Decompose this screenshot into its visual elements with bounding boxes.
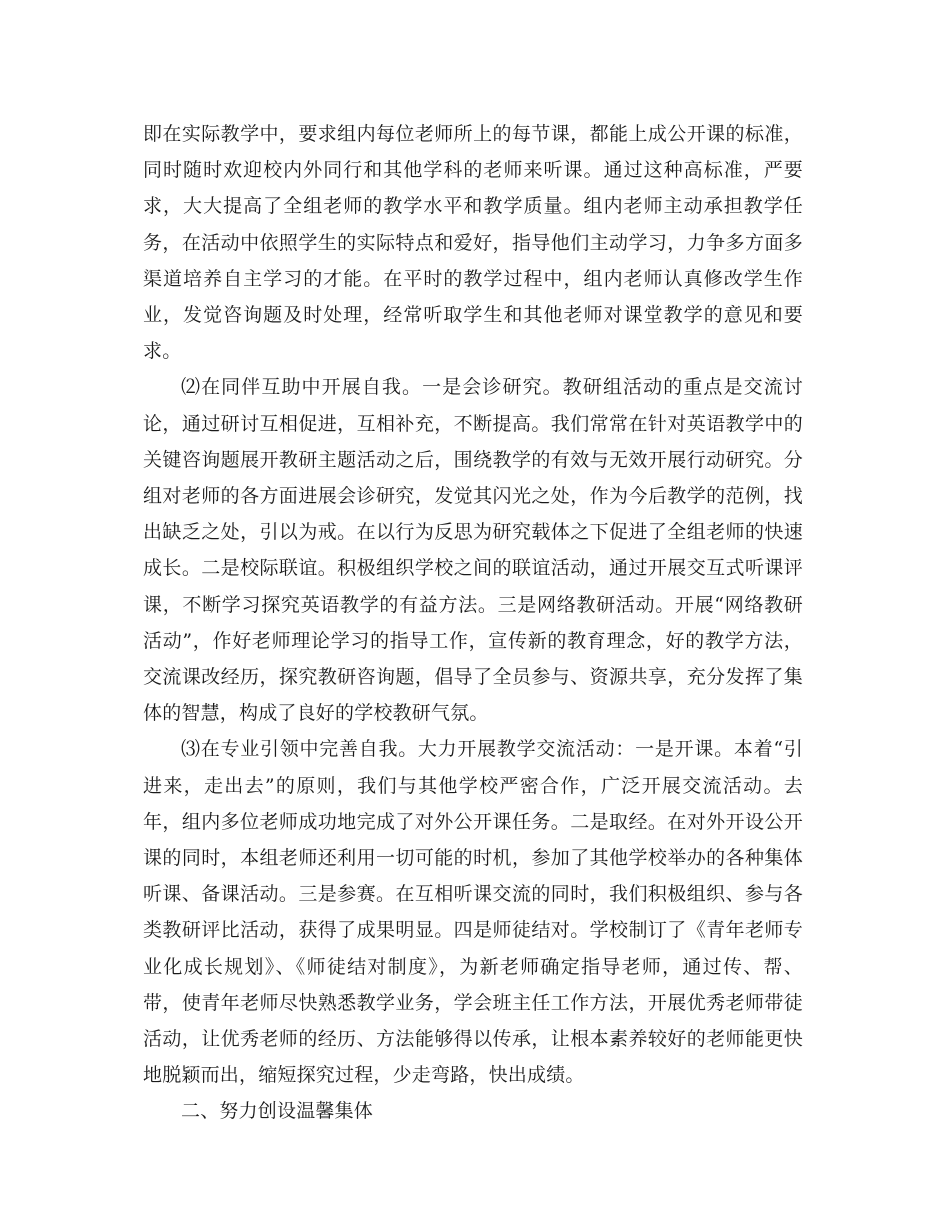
- paragraph-continuation: 即在实际教学中，要求组内每位老师所上的每节课，都能上成公开课的标准，同时随时欢迎校内外同行和其他学科的老师来听课。通过这种高标准，严要求，大大提高了全组老师的教学水平和教学质量。组内老师主动承担教学任务，在活动中依照学生的实际特点和爱好，指导他们主动学习，力争多方面多渠道培养自主学习的才能。在平时的教学过程中，组内老师认真修改学生作业，发觉咨询题及时处理，经常听取学生和其他老师对课堂教学的意见和要求。: [143, 123, 803, 363]
- paragraph-professional-guidance: ⑶在专业引领中完善自我。大力开展教学交流活动：一是开课。本着“引进来，走出去”的原则，我们与其他学校严密合作，广泛开展交流活动。去年，组内多位老师成功地完成了对外公开课任务。二是取经。在对外开设公开课的同时，本组老师还利用一切可能的时机，参加了其他学校举办的各种集体听课、备课活动。三是参赛。在互相听课交流的同时，我们积极组织、参与各类教研评比活动，获得了成果明显。四是师徒结对。学校制订了《青年老师专业化成长规划》、《师徒结对制度》，为新老师确定指导老师，通过传、帮、带，使青年老师尽快熟悉教学业务，学会班主任工作方法，开展优秀老师带徒活动，让优秀老师的经历、方法能够得以传承，让根本素养较好的老师能更快地脱颖而出，缩短探究过程，少走弯路，快出成绩。: [143, 738, 803, 1087]
- document-body: [143, 116, 803, 1130]
- paragraph-peer-support: ⑵在同伴互助中开展自我。一是会诊研究。教研组活动的重点是交流讨论，通过研讨互相促进，互相补充，不断提高。我们常常在针对英语教学中的关键咨询题展开教研主题活动之后，围绕教学的有效与无效开展行动研究。分组对老师的各方面进展会诊研究，发觉其闪光之处，作为今后教学的范例，找出缺乏之处，引以为戒。在以行为反思为研究载体之下促进了全组老师的快速成长。二是校际联谊。积极组织学校之间的联谊活动，通过开展交互式听课评课，不断学习探究英语教学的有益方法。三是网络教研活动。开展“网络教研活动”，作好老师理论学习的指导工作，宣传新的教育理念，好的教学方法，交流课改经历，探究教研咨询题，倡导了全员参与、资源共享，充分发挥了集体的智慧，构成了良好的学校教研气氛。: [143, 376, 803, 725]
- section-heading: 二、努力创设温馨集体: [181, 1100, 374, 1123]
